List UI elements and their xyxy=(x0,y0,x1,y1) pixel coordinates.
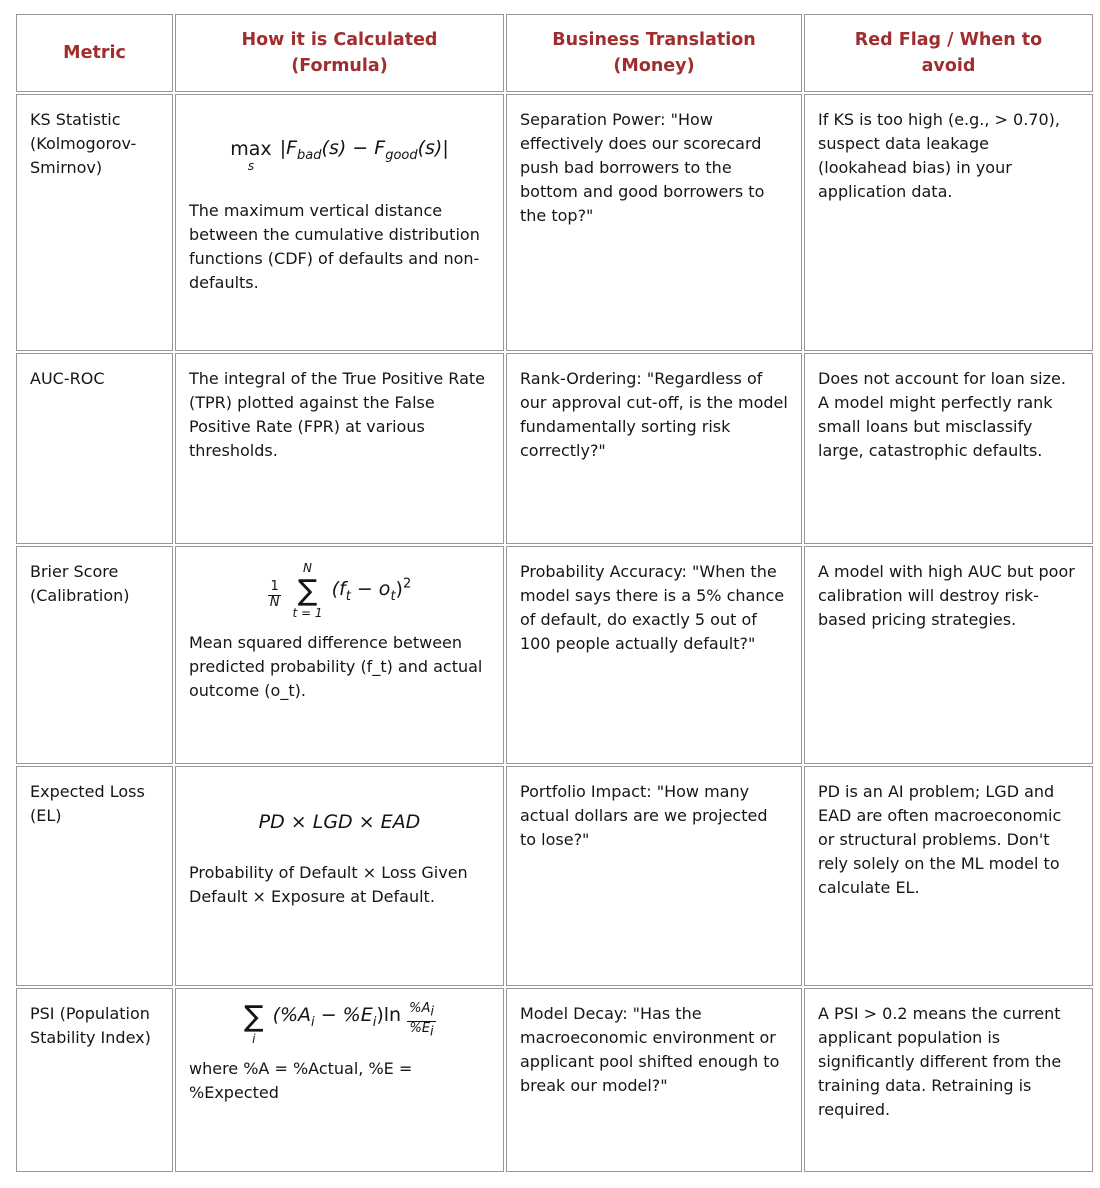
header-calculation-line1: How it is Calculated xyxy=(241,30,438,50)
table-row-auc xyxy=(16,353,1093,544)
auc-metric-cell: AUC-ROC xyxy=(16,353,173,544)
el-business-cell: Portfolio Impact: "How many actual dollars are we projected to lose?" xyxy=(506,766,802,986)
brier-formula xyxy=(189,562,490,619)
header-calculation xyxy=(175,14,504,92)
summation-symbol: ∑ i xyxy=(243,999,264,1046)
el-metric-cell: Expected Loss (EL) xyxy=(16,766,173,986)
brier-business-cell: Probability Accuracy: "When the model says there is a 5% chance of default, do exactly 5 out of 100 people actually default?" xyxy=(506,546,802,764)
ks-metric-cell: KS Statistic (Kolmogorov-Smirnov) xyxy=(16,94,173,351)
header-business-line1: Business Translation xyxy=(552,30,756,50)
metrics-table xyxy=(14,12,1095,1174)
header-business-line2: (Money) xyxy=(613,56,695,76)
header-metric-line1: Metric xyxy=(63,43,126,63)
psi-formula-note: where %A = %Actual, %E = %Expected xyxy=(189,1059,413,1102)
brier-formula-note: Mean squared difference between predicted probability (f_t) and actual outcome (o_t). xyxy=(189,633,483,700)
el-formula-note: Probability of Default × Loss Given Default × Exposure at Default. xyxy=(189,862,468,906)
auc-business-cell: Rank-Ordering: "Regardless of our approval cut-off, is the model fundamentally sorting risk correctly?" xyxy=(506,353,802,544)
psi-formula xyxy=(189,999,490,1046)
brier-formula-body: $(f_t - o_t)^2$ xyxy=(331,576,412,604)
header-metric xyxy=(16,14,173,92)
header-redflag-line2: avoid xyxy=(921,56,976,76)
ks-formula-note: The maximum vertical distance between the cumulative distribution functions (CDF) of defaults and non-defaults. xyxy=(189,200,480,292)
header-calculation-line2: (Formula) xyxy=(291,56,388,76)
psi-red-flag-cell: A PSI > 0.2 means the current applicant population is significantly different from the training data. Retraining is required. xyxy=(804,988,1093,1172)
el-calculation-cell xyxy=(175,766,504,986)
table-row-ks xyxy=(16,94,1093,351)
psi-ln-fraction-numerator: $\%A_i$ xyxy=(409,1001,435,1021)
psi-formula-body: $(\%A_i - \%E_i)\ln$ xyxy=(272,1004,402,1030)
summation-symbol: N ∑ t = 1 xyxy=(292,561,323,620)
el-formula: PD × LGD × EAD xyxy=(258,811,421,833)
psi-ln-fraction xyxy=(407,1002,436,1040)
ks-calculation-cell xyxy=(175,94,504,351)
brier-red-flag-cell: A model with high AUC but poor calibration will destroy risk-based pricing strategies. xyxy=(804,546,1093,764)
header-red-flag xyxy=(804,14,1093,92)
header-redflag-line1: Red Flag / When to xyxy=(854,30,1043,50)
el-red-flag-cell: PD is an AI problem; LGD and EAD are often macroeconomic or structural problems. Don't rely solely on the ML model to calculate EL. xyxy=(804,766,1093,986)
psi-business-cell: Model Decay: "Has the macroeconomic environment or applicant pool shifted enough to break our model?" xyxy=(506,988,802,1172)
header-row xyxy=(16,14,1093,92)
header-business-translation xyxy=(506,14,802,92)
psi-metric-cell: PSI (Population Stability Index) xyxy=(16,988,173,1172)
max-operator: max s xyxy=(230,138,272,173)
ks-business-cell: Separation Power: "How effectively does our scorecard push bad borrowers to the bottom and good borrowers to the top?" xyxy=(506,94,802,351)
brier-calculation-cell xyxy=(175,546,504,764)
psi-calculation-cell xyxy=(175,988,504,1172)
table-row-psi xyxy=(16,988,1093,1172)
one-over-n-fraction: $\frac{1}{N}$ xyxy=(269,579,280,610)
ks-red-flag-cell: If KS is too high (e.g., > 0.70), suspect data leakage (lookahead bias) in your application data. xyxy=(804,94,1093,351)
ks-formula-body: $|F_{bad}(s) - F_{good}(s)|$ xyxy=(279,137,449,163)
auc-formula-note: The integral of the True Positive Rate (TPR) plotted against the False Positive Rate (FPR) at various thresholds. xyxy=(189,369,485,460)
table-row-brier xyxy=(16,546,1093,764)
auc-calculation-cell xyxy=(175,353,504,544)
ks-formula xyxy=(189,136,490,173)
table-row-el xyxy=(16,766,1093,986)
brier-metric-cell: Brier Score (Calibration) xyxy=(16,546,173,764)
psi-ln-fraction-denominator: $\%E_i$ xyxy=(407,1021,436,1041)
auc-red-flag-cell: Does not account for loan size. A model might perfectly rank small loans but misclassify large, catastrophic defaults. xyxy=(804,353,1093,544)
